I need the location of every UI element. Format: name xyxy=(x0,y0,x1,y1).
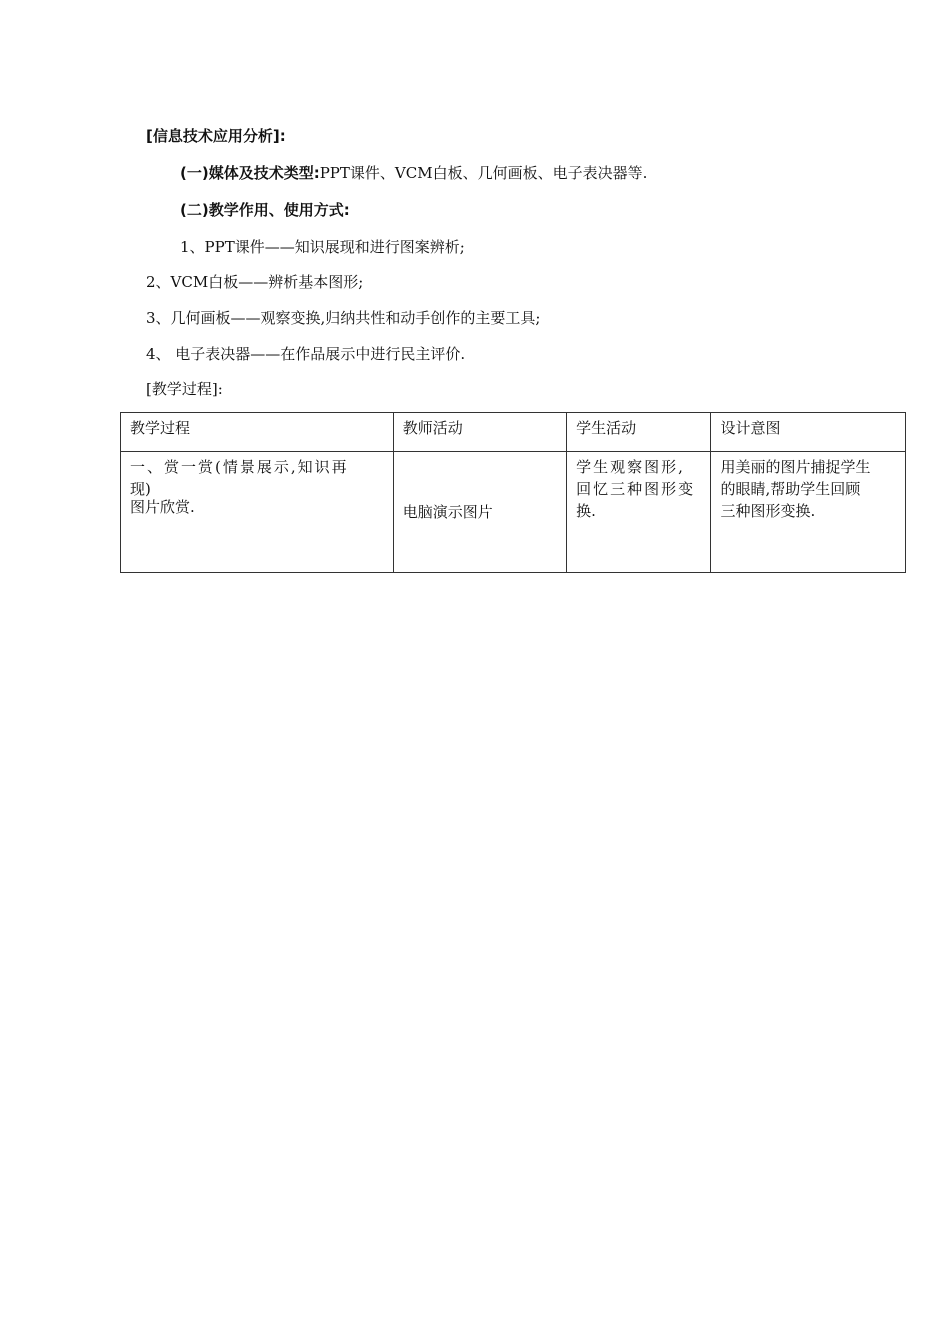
process-heading: [教学过程]: xyxy=(146,380,223,398)
process-line-3: 图片欣赏. xyxy=(130,498,195,516)
header-teacher: 教师活动 xyxy=(393,413,566,452)
header-process: 教学过程 xyxy=(121,413,394,452)
usage-heading: (二)教学作用、使用方式: xyxy=(180,201,350,219)
media-type-text: PPT课件、VCM白板、几何画板、电子表决器等. xyxy=(319,164,648,182)
usage-item-3: 3、几何画板——观察变换,归纳共性和动手创作的主要工具; xyxy=(146,309,541,327)
cell-teacher xyxy=(393,452,566,573)
process-line-2: 现) xyxy=(130,480,151,498)
student-line-3: 换. xyxy=(576,502,596,520)
info-analysis-heading: [信息技术应用分析]: xyxy=(146,127,286,145)
media-type-label: (一)媒体及技术类型: xyxy=(180,164,320,182)
usage-item-2: 2、VCM白板——辨析基本图形; xyxy=(146,273,364,291)
cell-process xyxy=(121,452,394,573)
intent-line-1: 用美丽的图片捕捉学生 xyxy=(720,458,871,476)
usage-item-1: 1、PPT课件——知识展现和进行图案辨析; xyxy=(180,238,465,256)
teaching-process-table xyxy=(120,412,906,573)
cell-student xyxy=(567,452,711,573)
table-row xyxy=(121,452,906,573)
process-line-1: 一、赏一赏(情景展示,知识再 xyxy=(130,458,349,476)
teacher-text: 电脑演示图片 xyxy=(402,503,493,521)
usage-item-4: 4、 电子表决器——在作品展示中进行民主评价. xyxy=(146,345,466,363)
media-type-line xyxy=(180,163,647,183)
student-line-1: 学生观察图形, xyxy=(576,458,685,476)
table-header-row xyxy=(121,413,906,452)
cell-intent xyxy=(711,452,906,573)
intent-line-2: 的眼睛,帮助学生回顾 xyxy=(720,480,861,498)
header-intent: 设计意图 xyxy=(711,413,906,452)
student-line-2: 回忆三种图形变 xyxy=(576,480,696,498)
intent-line-3: 三种图形变换. xyxy=(720,502,816,520)
header-student: 学生活动 xyxy=(567,413,711,452)
